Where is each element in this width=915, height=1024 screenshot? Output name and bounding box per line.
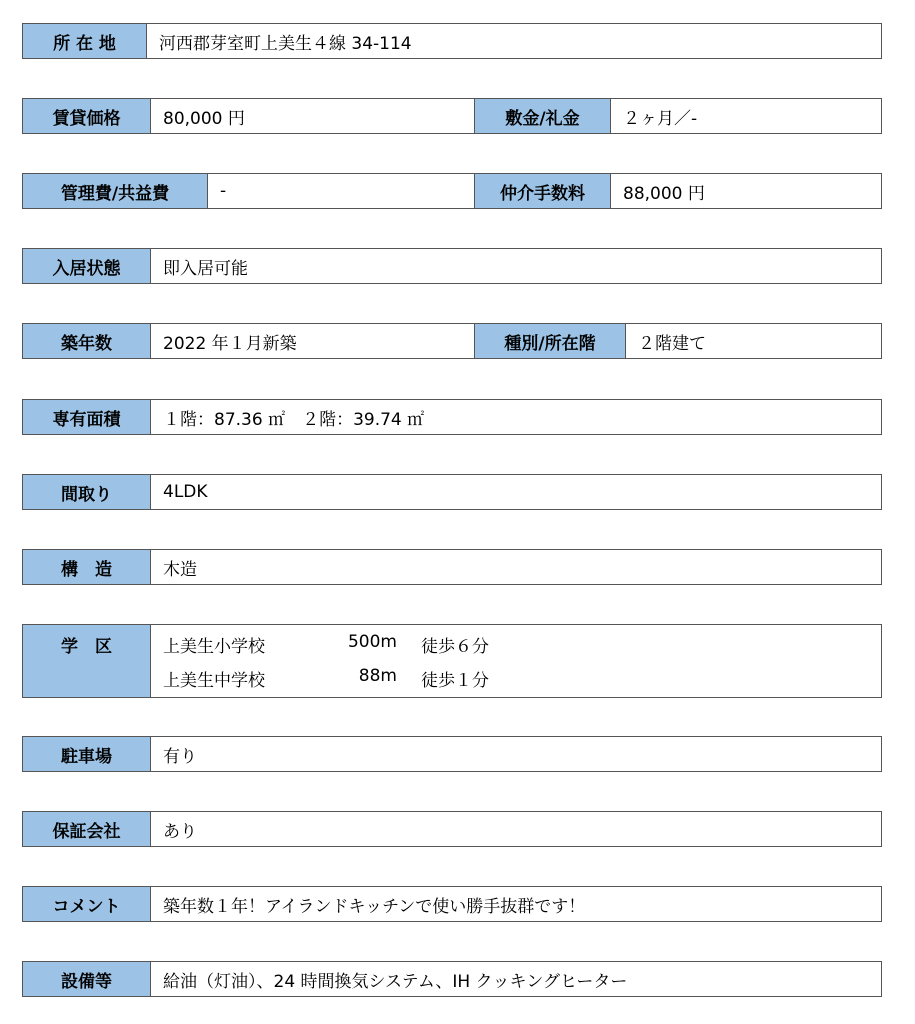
- parking-value: 有り: [163, 746, 197, 767]
- management-fee-value: -: [220, 181, 227, 201]
- school-walk: 徒歩６分: [421, 636, 489, 657]
- brokerage-value: 88,000 円: [623, 183, 705, 204]
- area-value: １階：87.36 ㎡ ２階：39.74 ㎡: [163, 409, 425, 430]
- row-occupancy: [22, 248, 882, 284]
- equipment-value: 給油（灯油）、24 時間換気システム、IH クッキングヒーター: [163, 971, 628, 992]
- layout-type-value: 4LDK: [163, 482, 208, 502]
- floor-value: ２階建て: [638, 333, 706, 354]
- row-school: [22, 624, 882, 698]
- rent-value: 80,000 円: [163, 108, 245, 129]
- school-list: [151, 625, 881, 697]
- rent-label: 賃貸価格: [23, 99, 151, 133]
- age-value: 2022 年１月新築: [163, 333, 297, 354]
- guarantor-value: あり: [163, 821, 197, 842]
- school-name: 上美生中学校: [163, 670, 265, 691]
- school-entry: [163, 666, 489, 691]
- school-label: 学 区: [23, 625, 151, 697]
- row-fees: [22, 173, 882, 209]
- row-age: [22, 323, 882, 359]
- row-structure: [22, 549, 882, 585]
- structure-label: 構 造: [23, 550, 151, 584]
- comment-value: 築年数１年！アイランドキッチンで使い勝手抜群です！: [163, 896, 586, 917]
- deposit-label: 敷金/礼金: [474, 99, 611, 133]
- comment-label: コメント: [23, 887, 151, 921]
- school-distance: 500m: [347, 631, 397, 652]
- age-label: 築年数: [23, 324, 151, 358]
- management-fee-label: 管理費/共益費: [23, 174, 208, 208]
- address-value: 河西郡芽室町上美生４線 34-114: [159, 33, 412, 54]
- parking-label: 駐車場: [23, 737, 151, 771]
- guarantor-label: 保証会社: [23, 812, 151, 846]
- row-layout-type: [22, 474, 882, 510]
- address-label: 所 在 地: [23, 24, 147, 58]
- floor-label: 種別/所在階: [474, 324, 626, 358]
- row-rent: [22, 98, 882, 134]
- school-walk: 徒歩１分: [421, 670, 489, 691]
- school-name: 上美生小学校: [163, 636, 265, 657]
- area-label: 専有面積: [23, 400, 151, 434]
- structure-value: 木造: [163, 559, 197, 580]
- row-area: [22, 399, 882, 435]
- row-guarantor: [22, 811, 882, 847]
- brokerage-label: 仲介手数料: [474, 174, 611, 208]
- occupancy-value: 即入居可能: [163, 258, 248, 279]
- school-distance: 88m: [358, 665, 397, 686]
- deposit-value: ２ヶ月／-: [623, 108, 698, 129]
- occupancy-label: 入居状態: [23, 249, 151, 283]
- row-address: [22, 23, 882, 59]
- school-entry: [163, 632, 489, 657]
- row-comment: [22, 886, 882, 922]
- row-parking: [22, 736, 882, 772]
- row-equipment: [22, 961, 882, 997]
- layout-type-label: 間取り: [23, 475, 151, 509]
- equipment-label: 設備等: [23, 962, 151, 996]
